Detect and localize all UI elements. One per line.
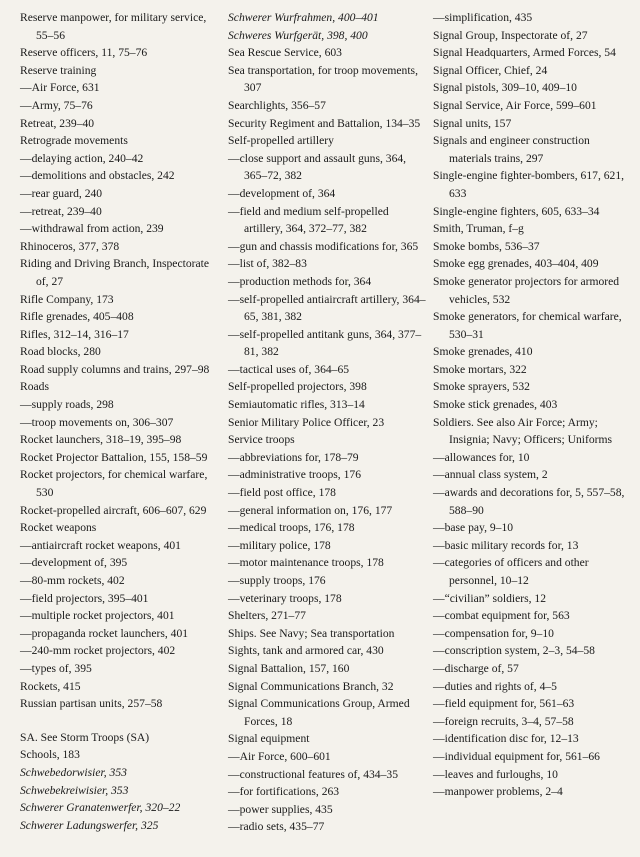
index-entry: Reserve officers, 11, 75–76 (20, 46, 148, 60)
index-entry: Smoke stick grenades, 403 (433, 398, 558, 412)
index-entry: Rocket projectors, for chemical warfare, 530 (20, 468, 208, 500)
index-entry: —multiple rocket projectors, 401 (20, 609, 175, 623)
index-entry: —Air Force, 631 (20, 81, 100, 95)
index-entry: —demolitions and obstacles, 242 (20, 169, 175, 183)
index-entry: —categories of officers and other personnel, 10–12 (433, 556, 589, 587)
index-entry: —Army, 75–76 (20, 98, 93, 112)
index-entry: —development of, 395 (20, 556, 128, 570)
index-entry: Shelters, 271–77 (228, 609, 306, 623)
index-entry: Smith, Truman, f–g (433, 222, 524, 236)
index-entry: —supply troops, 176 (228, 574, 326, 587)
index-entry: Semiautomatic rifles, 313–14 (228, 398, 365, 412)
index-entry: —general information on, 176, 177 (228, 503, 393, 517)
index-entry: —retreat, 239–40 (20, 204, 102, 218)
index-entry: Riding and Driving Branch, Inspectorate of, 27 (20, 257, 209, 288)
index-entry: —gun and chassis modifications for, 365 (228, 239, 419, 253)
index-entry: —individual equipment for, 561–66 (433, 749, 600, 763)
index-entry: Reserve training (20, 63, 97, 77)
index-entry: —field equipment for, 561–63 (433, 697, 575, 711)
index-entry: Signal Service, Air Force, 599–601 (433, 98, 597, 112)
index-entry: —antiaircraft rocket weapons, 401 (20, 538, 181, 552)
index-entry: —production methods for, 364 (228, 274, 372, 288)
index-entry: —for fortifications, 263 (228, 785, 340, 799)
index-entry: —power supplies, 435 (228, 802, 333, 816)
index-entry: —self-propelled antitank guns, 364, 377–81, 382 (228, 327, 422, 359)
index-entry: —troop movements on, 306–307 (20, 415, 174, 429)
index-entry: —propaganda rocket launchers, 401 (20, 626, 189, 640)
index-entry: —allowances for, 10 (433, 450, 530, 464)
index-entry: Reserve manpower, for military service, 55–56 (20, 11, 207, 42)
index-entry: —rear guard, 240 (20, 186, 103, 200)
index-entry: —military police, 178 (228, 538, 331, 552)
index-entry: Signal pistols, 309–10, 409–10 (433, 81, 577, 95)
index-entry: Ships. See Navy; Sea transportation (228, 626, 395, 640)
index-entry: —foreign recruits, 3–4, 57–58 (433, 714, 574, 728)
index-entry: —compensation for, 9–10 (433, 626, 554, 640)
index-entry: —leaves and furloughs, 10 (433, 767, 558, 781)
index-entry: Smoke generators, for chemical warfare, 530–31 (433, 310, 622, 341)
index-entry: —duties and rights of, 4–5 (433, 679, 557, 693)
index-entry: Sea Rescue Service, 603 (228, 46, 342, 60)
index-entry: —motor maintenance troops, 178 (228, 556, 384, 570)
index-entry: Rocket-propelled aircraft, 606–607, 629 (20, 503, 207, 517)
index-entry: —list of, 382–83 (228, 257, 307, 271)
index-entry: —radio sets, 435–77 (228, 820, 325, 834)
index-entry: —field and medium self-propelled artillery, 364, 372–77, 382 (228, 204, 389, 236)
index-entry: —abbreviations for, 178–79 (228, 450, 359, 464)
index-entry: Schweres Wurfgerät, 398, 400 (228, 28, 368, 42)
index-entry: Sights, tank and armored car, 430 (228, 644, 384, 658)
index-entry: —manpower problems, 2–4 (433, 785, 563, 799)
index-entry: Rockets, 415 (20, 679, 81, 693)
index-entry: —240-mm rocket projectors, 402 (20, 644, 176, 658)
index-entry: —veterinary troops, 178 (228, 591, 342, 605)
index-entry: —conscription system, 2–3, 54–58 (433, 644, 595, 658)
index-entry: Sea transportation, for troop movements, 307 (228, 63, 418, 95)
index-entry: Single-engine fighter-bombers, 617, 621, 633 (433, 169, 625, 200)
index-entry: —close support and assault guns, 364, 365–72, 382 (228, 151, 407, 183)
index-entry: Retrograde movements (20, 134, 128, 148)
index-entry: —supply roads, 298 (20, 398, 114, 412)
index-entry: —simplification, 435 (433, 11, 533, 24)
index-entry: Rhinoceros, 377, 378 (20, 239, 120, 253)
index-entry: —self-propelled antiaircraft artillery, 364–65, 381, 382 (228, 292, 426, 324)
index-entry: —types of, 395 (20, 661, 92, 675)
index-entry: Signal Officer, Chief, 24 (433, 63, 548, 77)
index-entry: Signal Group, Inspectorate of, 27 (433, 28, 588, 42)
index-entry: Signal Battalion, 157, 160 (228, 661, 350, 675)
index-entry: —delaying action, 240–42 (20, 151, 144, 165)
index-entry: Smoke generator projectors for armored vehicles, 532 (433, 274, 620, 306)
index-entry: —base pay, 9–10 (433, 521, 514, 535)
index-entry: Rifle Company, 173 (20, 292, 114, 306)
index-entry: Signal Headquarters, Armed Forces, 54 (433, 46, 616, 60)
index-entry: Signal equipment (228, 732, 310, 746)
index-entry: Signal Communications Branch, 32 (228, 679, 394, 693)
index-entry: Rifle grenades, 405–408 (20, 310, 134, 324)
index-entry: Rocket Projector Battalion, 155, 158–59 (20, 450, 208, 464)
index-entry: Retreat, 239–40 (20, 116, 95, 130)
index-entry: Schwerer Ladungswerfer, 325 (20, 818, 159, 832)
index-entry: Schwerer Wurfrahmen, 400–401 (228, 11, 379, 24)
index-entry: Road blocks, 280 (20, 345, 101, 359)
index-entry: Rifles, 312–14, 316–17 (20, 327, 129, 341)
index-entry: Signal Communications Group, Armed Forces, 18 (228, 697, 410, 728)
index-entry: Schwebekreiwisier, 353 (20, 783, 129, 797)
index-column-1 (20, 9, 215, 834)
index-entry: Smoke bombs, 536–37 (433, 239, 540, 253)
index-entry: Smoke mortars, 322 (433, 362, 527, 376)
index-entry: Rocket weapons (20, 521, 97, 535)
index-entry: —80-mm rockets, 402 (20, 574, 125, 587)
index-entry: —Air Force, 600–601 (228, 749, 331, 763)
index-entry: —combat equipment for, 563 (433, 609, 570, 623)
index-entry: Smoke grenades, 410 (433, 345, 533, 359)
index-entry: —development of, 364 (228, 186, 336, 200)
index-entry: —administrative troops, 176 (228, 468, 361, 482)
index-entry: Searchlights, 356–57 (228, 98, 326, 112)
index-entry: —medical troops, 176, 178 (228, 521, 355, 535)
index-column-3 (433, 9, 633, 801)
index-entry: Service troops (228, 433, 295, 447)
index-entry: Signal units, 157 (433, 116, 512, 130)
index-entry: —annual class system, 2 (433, 468, 548, 482)
index-entry: Senior Military Police Officer, 23 (228, 415, 385, 429)
index-entry: Smoke egg grenades, 403–404, 409 (433, 257, 599, 271)
index-entry: Single-engine fighters, 605, 633–34 (433, 204, 600, 218)
index-entry: Road supply columns and trains, 297–98 (20, 362, 210, 376)
index-entry: Russian partisan units, 257–58 (20, 697, 163, 711)
index-entry: Schwerer Granatenwerfer, 320–22 (20, 801, 181, 815)
index-entry: Security Regiment and Battalion, 134–35 (228, 116, 421, 130)
index-column-2 (228, 9, 426, 836)
index-entry: —field post office, 178 (228, 486, 336, 500)
index-entry: —withdrawal from action, 239 (20, 222, 164, 236)
index-entry: —identification disc for, 12–13 (433, 732, 579, 746)
index-entry: Signals and engineer construction materials trains, 297 (433, 134, 590, 165)
index-entry: —discharge of, 57 (433, 661, 519, 675)
index-entry: Schwebedorwisier, 353 (20, 765, 127, 779)
index-entry: —tactical uses of, 364–65 (228, 362, 350, 376)
index-entry: —field projectors, 395–401 (20, 591, 149, 605)
index-entry: SA. See Storm Troops (SA) (20, 730, 150, 744)
index-entry: Self-propelled projectors, 398 (228, 380, 367, 394)
index-entry: Rocket launchers, 318–19, 395–98 (20, 433, 182, 447)
index-entry: Schools, 183 (20, 748, 80, 762)
index-entry: —basic military records for, 13 (433, 538, 579, 552)
index-entry: —“civilian” soldiers, 12 (433, 591, 547, 605)
index-entry: —constructional features of, 434–35 (228, 767, 398, 781)
index-entry: —awards and decorations for, 5, 557–58, 588–90 (433, 486, 625, 517)
index-entry: Self-propelled artillery (228, 134, 334, 148)
index-entry: Soldiers. See also Air Force; Army; Insignia; Navy; Officers; Uniforms (433, 415, 613, 447)
index-entry: Smoke sprayers, 532 (433, 380, 530, 394)
index-entry: Roads (20, 380, 49, 394)
